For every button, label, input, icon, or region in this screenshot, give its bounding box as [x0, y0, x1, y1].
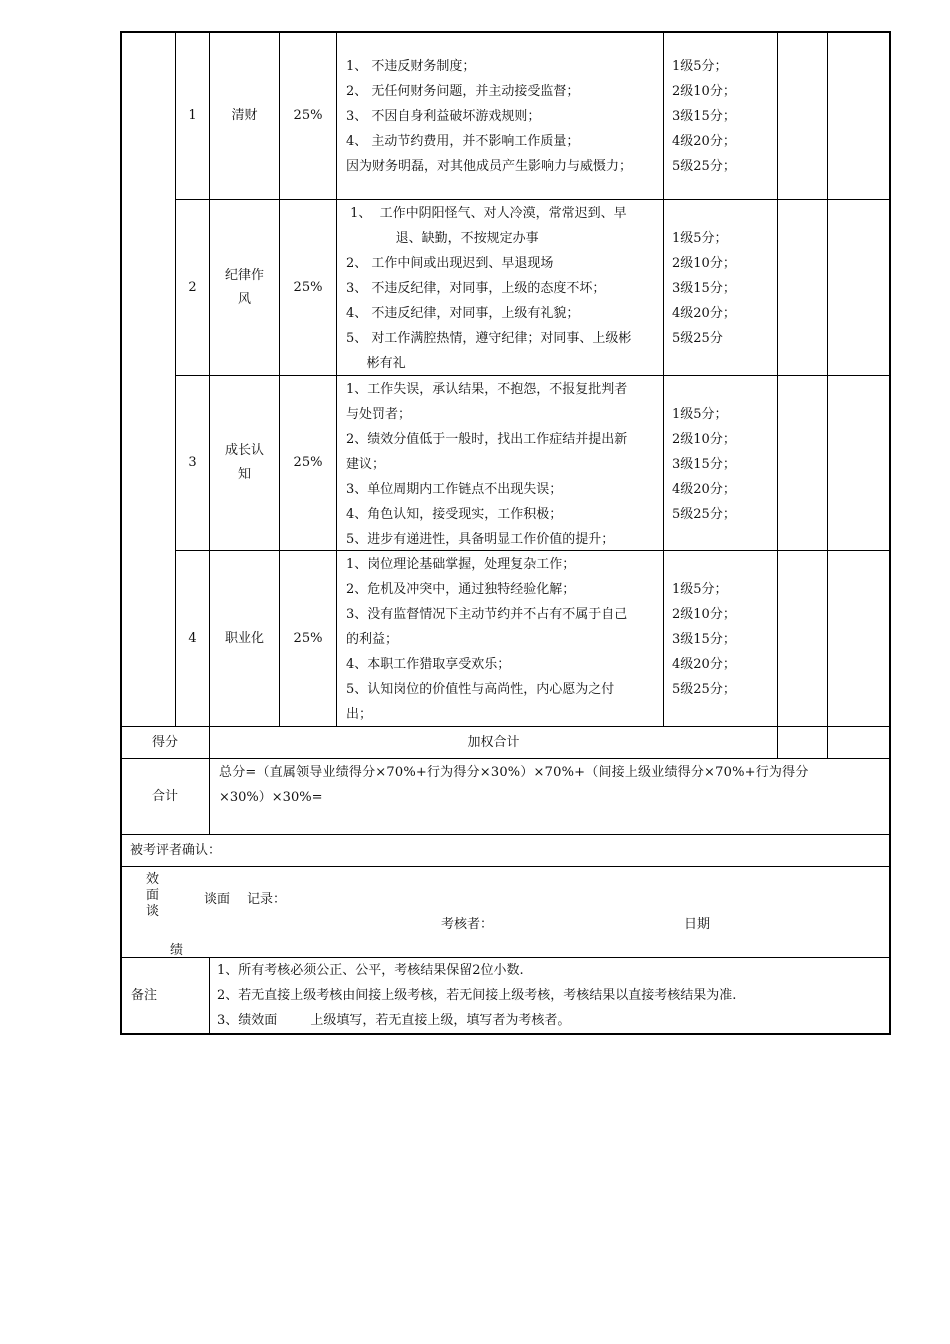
interview-label-char: 面 [146, 888, 160, 903]
row-number: 4 [188, 630, 197, 646]
note-item: 1、所有考核必须公正、公平，考核结果保留2位小数. [217, 963, 524, 978]
level-item: 5级25分； [672, 159, 736, 174]
interview-label-char: 谈 [146, 904, 160, 919]
level-item: 5级25分； [672, 682, 736, 697]
score-levels [672, 226, 736, 351]
indicator-name [210, 200, 279, 375]
criteria-item: 2、 无任何财务问题，并主动接受监督； [346, 84, 580, 99]
score-levels [672, 54, 736, 179]
criteria-list [346, 377, 627, 552]
criteria-item: 因为财务明磊，对其他成员产生影响力与威慑力； [346, 159, 633, 174]
indicator-name-line: 知 [237, 467, 251, 482]
note-item: 3、绩效面 上级填写，若无直接上级，填写者为考核者。 [217, 1013, 571, 1028]
criteria-item: 2、绩效分值低于一般时，找出工作症结并提出新 [346, 432, 628, 447]
indicator-name: 职业化 [224, 630, 264, 646]
criteria-list [346, 552, 627, 727]
score-levels [672, 402, 736, 527]
col-divider [209, 957, 210, 1034]
criteria-item: 的利益； [346, 632, 399, 647]
weighted-total-label: 加权合计 [467, 734, 520, 750]
level-item: 2级10分； [672, 84, 736, 99]
criteria-item: 5、进步有递进性，具备明显工作价值的提升； [346, 532, 615, 547]
notes-label: 备注 [130, 988, 157, 1003]
indicator-name-line: 风 [237, 291, 251, 307]
criteria-item: 3、 不违反纪律，对同事，上级的态度不坏； [346, 281, 606, 296]
criteria-item: 1、岗位理论基础掌握，处理复杂工作； [346, 557, 576, 572]
level-item: 4级20分； [672, 306, 736, 321]
assessor-label: 考核者： [441, 917, 494, 932]
level-item: 1级5分； [672, 59, 728, 74]
note-item: 2、若无直接上级考核由间接上级考核，若无间接上级考核，考核结果以直接考核结果为准. [217, 988, 737, 1003]
level-item: 3级15分； [672, 457, 736, 472]
level-item: 4级20分； [672, 657, 736, 672]
criteria-item: 出； [346, 707, 373, 722]
row-number: 3 [188, 455, 197, 470]
level-item: 1级5分； [672, 231, 728, 246]
criteria-item: 3、单位周期内工作链点不出现失误； [346, 482, 563, 497]
level-item: 3级15分； [672, 281, 736, 296]
level-item: 3级15分； [672, 109, 736, 124]
criteria-item: 退、缺勤，不按规定办事 [346, 231, 539, 246]
indicator-weight: 25% [293, 455, 323, 470]
criteria-list [346, 54, 632, 179]
level-item: 3级15分； [672, 632, 736, 647]
total-formula [219, 760, 883, 810]
total-label: 合计 [151, 788, 178, 804]
col-divider [336, 32, 337, 727]
level-item: 5级25分； [672, 507, 736, 522]
indicator-name-line: 成长认 [224, 443, 264, 458]
row-divider [121, 758, 889, 759]
level-item: 2级10分； [672, 607, 736, 622]
criteria-item: 3、没有监督情况下主动节约并不占有不属于自己 [346, 607, 628, 622]
interview-label-char: 绩 [170, 943, 184, 958]
indicator-name: 清财 [231, 107, 258, 123]
indicator-name-line: 纪律作 [224, 267, 264, 283]
score-levels [672, 577, 736, 702]
criteria-item: 4、 不违反纪律，对同事，上级有礼貌； [346, 306, 580, 321]
row-number: 1 [188, 107, 197, 123]
date-label: 日期 [684, 917, 711, 932]
indicator-weight: 25% [293, 107, 323, 123]
row-divider [121, 834, 889, 835]
level-item: 2级10分； [672, 432, 736, 447]
level-item: 4级20分； [672, 134, 736, 149]
indicator-name [210, 376, 279, 550]
col-divider [827, 32, 828, 759]
criteria-item: 1、 不违反财务制度； [346, 59, 476, 74]
row-number: 2 [188, 279, 197, 295]
col-divider [777, 32, 778, 759]
level-item: 4级20分； [672, 482, 736, 497]
criteria-item: 建议； [346, 457, 386, 472]
criteria-item: 5、 对工作满腔热情，遵守纪律；对同事、上级彬 [346, 331, 632, 346]
level-item: 2级10分； [672, 256, 736, 271]
formula-line: ×30%）×30%= [219, 790, 323, 805]
interview-record-label-b: 记录： [247, 892, 287, 907]
level-item: 1级5分； [672, 407, 728, 422]
criteria-item: 4、 主动节约费用，并不影响工作质量； [346, 134, 580, 149]
criteria-item: 1、 工作中阴阳怪气、对人冷漠，常常迟到、早 [346, 206, 627, 221]
appraisee-confirm-label: 被考评者确认： [130, 843, 222, 858]
score-label: 得分 [151, 734, 178, 750]
level-item: 5级25分 [672, 331, 723, 346]
indicator-weight: 25% [293, 630, 323, 646]
col-divider [663, 32, 664, 727]
criteria-list [346, 201, 631, 376]
criteria-item: 2、危机及冲突中，通过独特经验化解； [346, 582, 576, 597]
interview-label-char: 效 [146, 872, 160, 887]
level-item: 1级5分； [672, 582, 728, 597]
indicator-weight: 25% [293, 279, 323, 295]
criteria-item: 3、 不因自身利益破坏游戏规则； [346, 109, 541, 124]
row-divider [121, 866, 889, 867]
criteria-item: 与处罚者； [346, 407, 412, 422]
criteria-item: 4、本职工作猎取享受欢乐； [346, 657, 511, 672]
criteria-item: 4、角色认知，接受现实，工作积极； [346, 507, 563, 522]
criteria-item: 5、认知岗位的价值性与高尚性，内心愿为之付 [346, 682, 615, 697]
notes-list [217, 958, 736, 1033]
criteria-item: 彬有礼 [346, 356, 406, 371]
criteria-item: 2、 工作中间或出现迟到、早退现场 [346, 256, 554, 271]
interview-record-label-a: 谈面 [204, 892, 231, 907]
formula-line: 总分=（直属领导业绩得分×70%+行为得分×30%）×70%+（间接上级业绩得分×70%+行为得分 [219, 765, 809, 780]
criteria-item: 1、工作失误，承认结果，不抱怨，不报复批判者 [346, 382, 628, 397]
